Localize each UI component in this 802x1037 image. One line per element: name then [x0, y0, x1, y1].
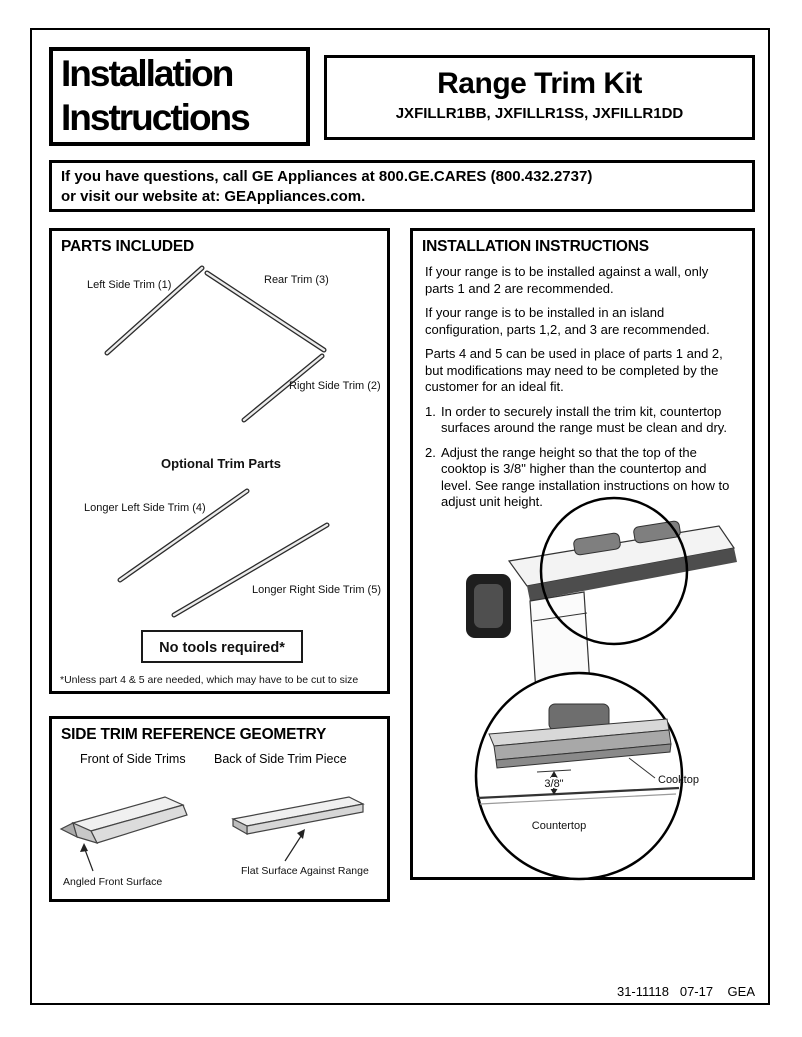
product-title-box — [324, 55, 755, 140]
longer-left-side-trim-label: Longer Left Side Trim (4) — [84, 502, 206, 514]
front-of-side-trims-label: Front of Side Trims — [80, 752, 186, 766]
no-tools-required-text: No tools required* — [159, 640, 285, 656]
flat-surface-arrowhead — [297, 829, 305, 839]
model-numbers: JXFILLR1BB, JXFILLR1SS, JXFILLR1DD — [395, 105, 684, 122]
step-2-number: 2. — [425, 444, 436, 460]
angled-front-surface-label: Angled Front Surface — [63, 876, 163, 888]
installation-instructions-section — [410, 228, 755, 880]
no-tools-required-box — [142, 631, 302, 662]
right-side-trim-label: Right Side Trim (2) — [289, 380, 381, 392]
countertop-label: Countertop — [531, 820, 587, 832]
range-height-diagram — [449, 486, 755, 882]
dimension-3-8-label: 3/8" — [544, 778, 564, 790]
longer-right-side-trim-part — [174, 525, 327, 615]
back-trim-bar — [233, 797, 363, 834]
instruction-paragraph-1: If your range is to be installed against a wall, only parts 1 and 2 are recommended. — [425, 264, 709, 296]
parts-footnote: *Unless part 4 & 5 are needed, which may have to be cut to size — [60, 674, 359, 686]
optional-trim-parts-title: Optional Trim Parts — [161, 456, 281, 471]
step-1-text: In order to securely install the trim kit, countertop surfaces around the range must be clean and dry. — [441, 403, 727, 435]
doc-title-line2: Instructions — [61, 97, 249, 138]
flat-surface-against-range-label: Flat Surface Against Range — [241, 865, 369, 877]
flat-surface-arrow — [285, 833, 303, 861]
step-2-text: Adjust the range height so that the top of the cooktop is 3/8" higher than the countertop and level. See range installation instructions on how to adjust unit height. — [441, 444, 730, 509]
instruction-paragraph-3: Parts 4 and 5 can be used in place of parts 1 and 2, but modifications may need to be completed by the customer for an ideal fit. — [425, 346, 723, 394]
side-trim-geometry-diagram — [53, 771, 389, 899]
doc-title-line1: Installation — [61, 53, 233, 94]
parts-included-section — [49, 228, 390, 694]
installation-instructions-title-box — [49, 47, 310, 146]
parts-diagram — [53, 261, 389, 695]
step-1-number: 1. — [425, 403, 436, 419]
left-side-trim-label: Left Side Trim (1) — [87, 279, 172, 291]
instruction-step-1 — [425, 404, 740, 437]
installation-instructions-title: INSTALLATION INSTRUCTIONS — [422, 238, 649, 255]
contact-line2: or visit our website at: GEAppliances.com. — [61, 188, 366, 205]
front-trim-wedge — [61, 797, 187, 843]
control-knob-inner — [474, 584, 503, 628]
side-trim-geometry-section — [49, 716, 390, 902]
product-title: Range Trim Kit — [437, 67, 642, 100]
back-of-side-trim-label: Back of Side Trim Piece — [214, 752, 347, 766]
rear-trim-label: Rear Trim (3) — [264, 274, 329, 286]
angled-front-arrowhead — [80, 843, 88, 852]
contact-info-bar — [49, 160, 755, 212]
document-number: 31-11118 07-17 GEA — [616, 984, 755, 999]
parts-included-title: PARTS INCLUDED — [61, 238, 194, 255]
side-trim-geometry-title: SIDE TRIM REFERENCE GEOMETRY — [61, 726, 327, 743]
cooktop-label: Cooktop — [658, 774, 699, 786]
longer-right-side-trim-label: Longer Right Side Trim (5) — [252, 584, 381, 596]
contact-line1: If you have questions, call GE Appliances at 800.GE.CARES (800.432.2737) — [61, 168, 593, 185]
instruction-paragraph-2: If your range is to be installed in an island configuration, parts 1,2, and 3 are recommended. — [425, 305, 710, 337]
